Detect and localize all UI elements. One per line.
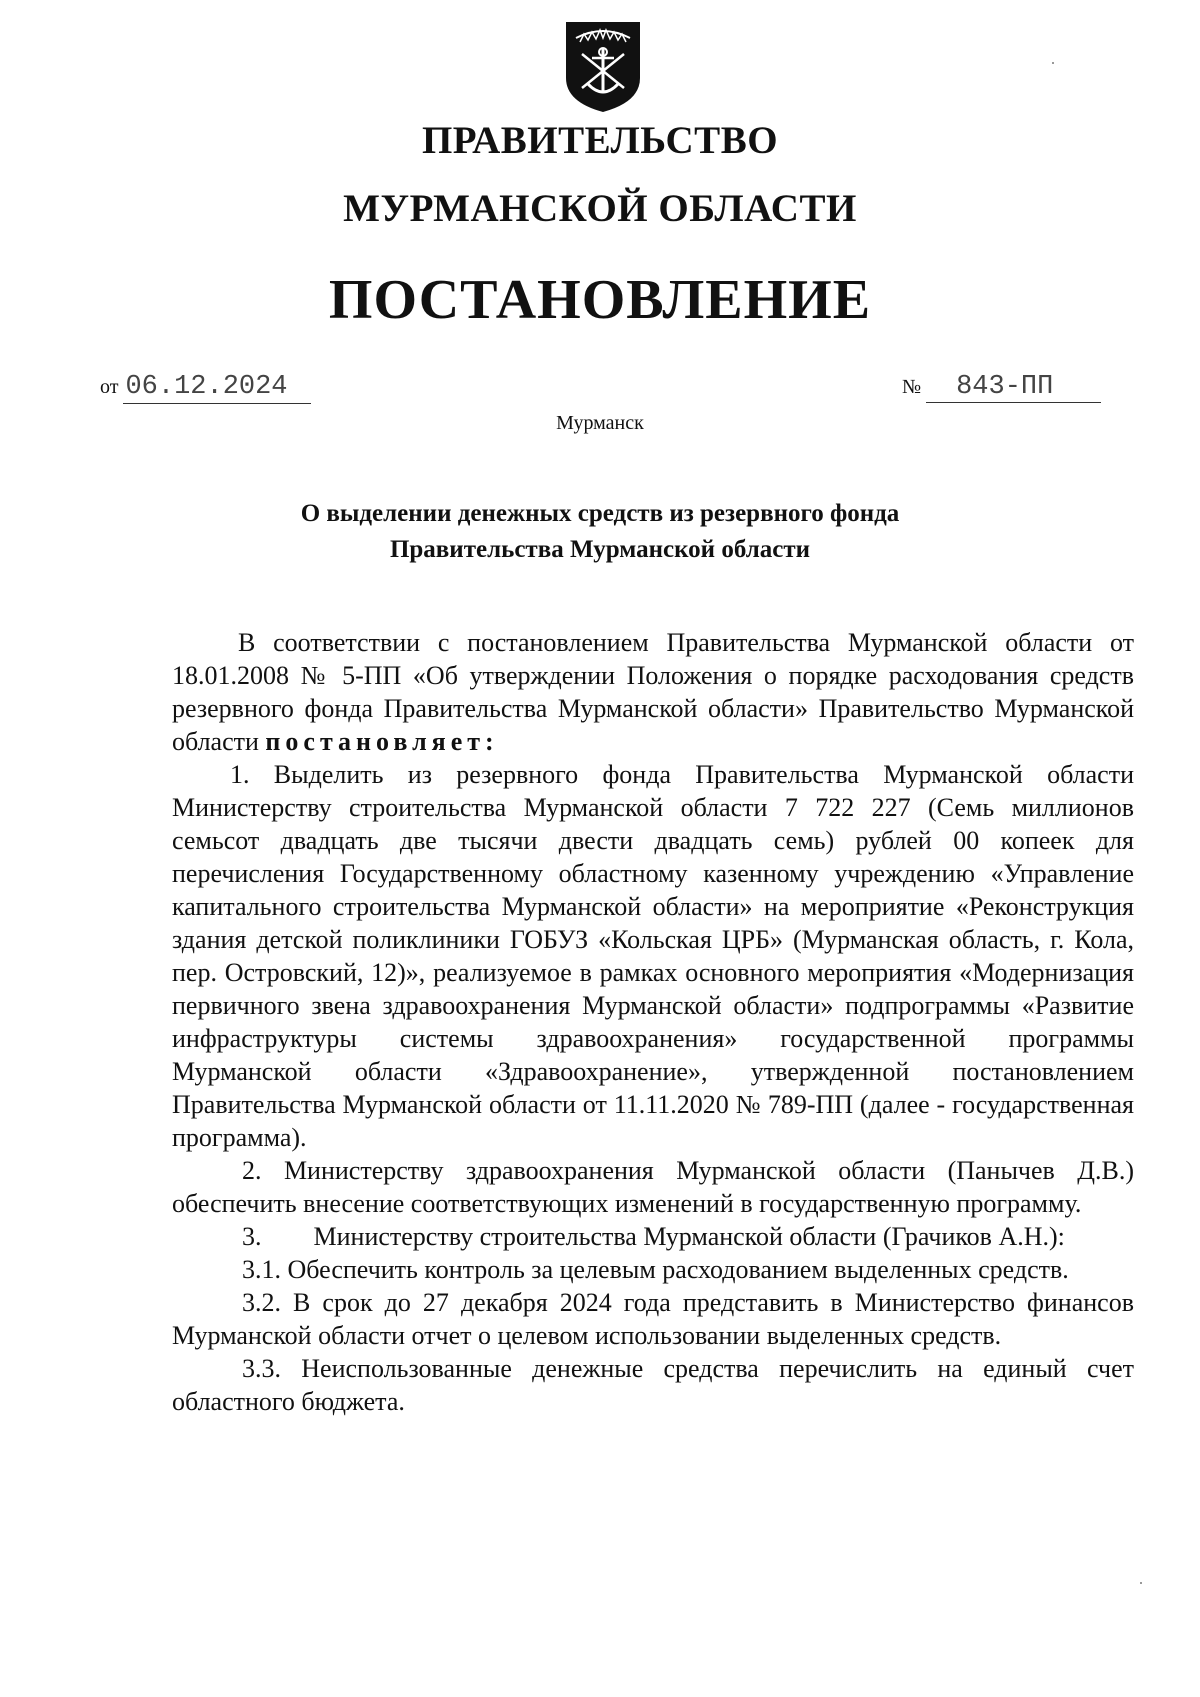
document-type: ПОСТАНОВЛЕНИЕ [328,269,872,331]
scan-speck [1140,1582,1142,1584]
paragraph-3-2: 3.2. В срок до 27 декабря 2024 года представить в Министерство финансов Мурманской области отчет о целевом использовании выделенных средств. [172,1288,1134,1350]
document-date [100,372,311,404]
scan-speck [1052,62,1054,64]
date-prefix: от [100,376,119,398]
preamble-text: В соответствии с постановлением Правительства Мурманской области от 18.01.2008 № 5-ПП «Об утверждении Положения о порядке расходования средств резервного фонда Правительства Мурманской области» Правительство Мурманской области [172,628,1134,756]
organization-name-line1: ПРАВИТЕЛЬСТВО [421,119,779,162]
document-body [172,626,1134,1418]
document-city: Мурманск [556,412,644,434]
number-value: 843-ПП [926,372,1101,403]
document-title [0,496,1200,568]
organization-name-line2: МУРМАНСКОЙ ОБЛАСТИ [343,187,857,230]
title-line1: О выделении денежных средств из резервного фонда [300,500,900,527]
paragraph-1: 1. Выделить из резервного фонда Правительства Мурманской области Министерству строительства Мурманской области 7 722 227 (Семь миллионов семьсот двадцать две тысячи двести двадцать семь) рублей 00 копеек для перечисления Государственному областному казенному учреждению «Управление капитального строительства Мурманской области» на мероприятие «Реконструкция здания детской поликлиники ГОБУЗ «Кольская ЦРБ» (Мурманская область, г. Кола, пер. Островский, 12)», реализуемое в рамках основного мероприятия «Модернизация первичного звена здравоохранения Мурманской области» подпрограммы «Развитие инфраструктуры системы здравоохранения» государственной программы Мурманской области «Здравоохранение», утвержденной постановлением Правительства Мурманской области от 11.11.2020 № 789-ПП (далее - государственная программа). [172,760,1134,1152]
paragraph-2: 2. Министерству здравоохранения Мурманской области (Панычев Д.В.) обеспечить внесение соответствующих изменений в государственную программу. [172,1156,1134,1218]
date-value: 06.12.2024 [123,372,311,404]
title-line2: Правительства Мурманской области [389,536,811,563]
preamble-paragraph [172,626,1134,758]
coat-of-arms-icon [562,18,644,114]
paragraph-3: 3. Министерству строительства Мурманской области (Грачиков А.Н.): [242,1222,1065,1251]
paragraph-3-3: 3.3. Неиспользованные денежные средства перечислить на единый счет областного бюджета. [172,1354,1134,1416]
document-number [902,372,1101,403]
number-prefix: № [902,376,922,398]
paragraph-3-1: 3.1. Обеспечить контроль за целевым расходованием выделенных средств. [242,1255,1069,1284]
decree-word: постановляет: [265,727,499,756]
